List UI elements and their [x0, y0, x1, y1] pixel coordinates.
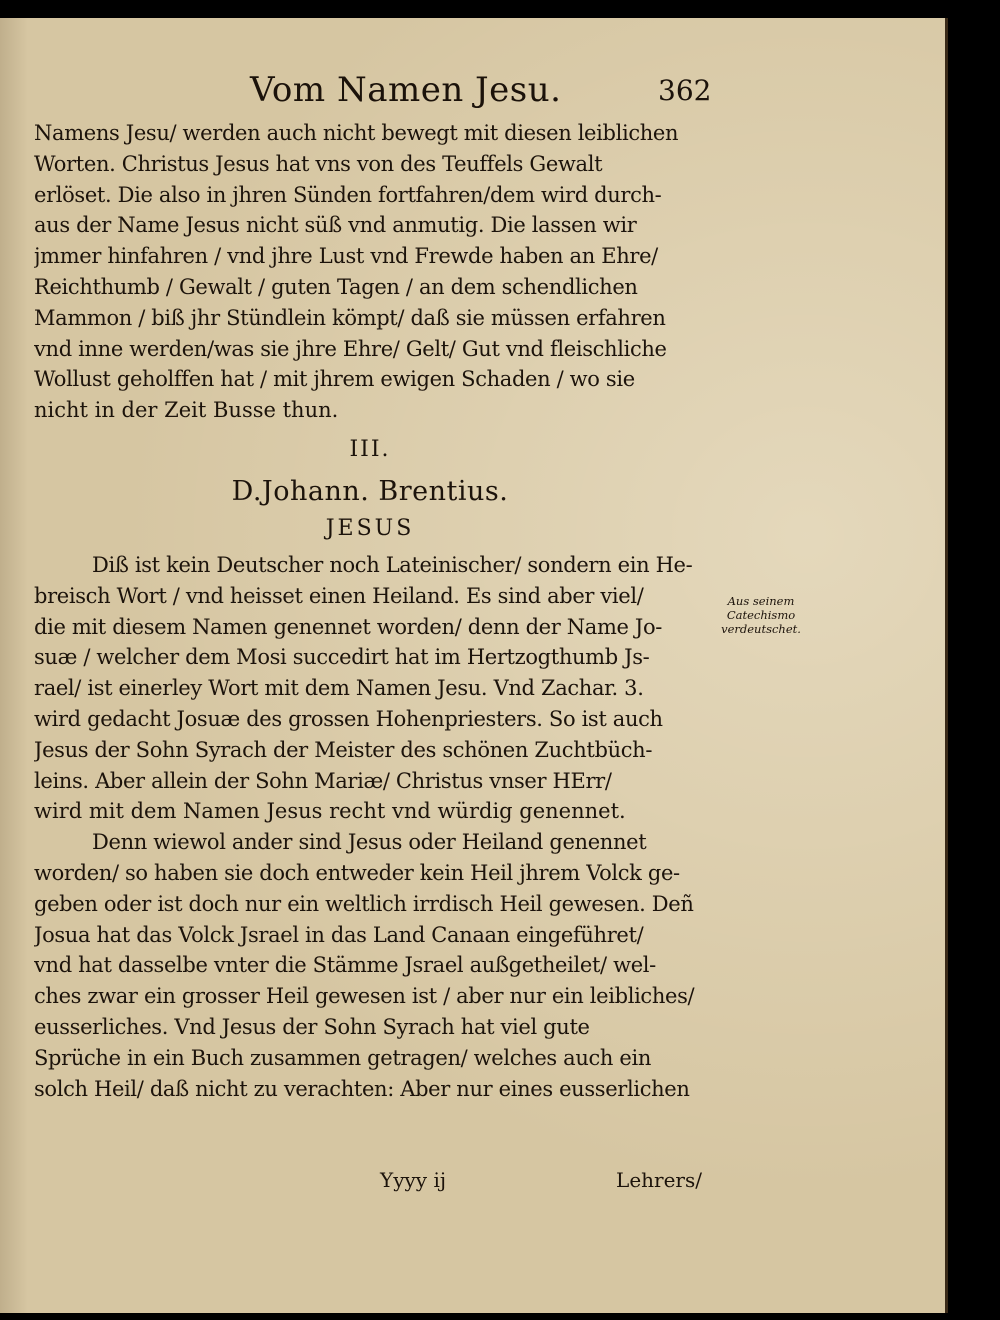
- catchword: Lehrers/: [616, 1168, 702, 1192]
- text-line: rael/ ist einerley Wort mit dem Namen Jesu. Vnd Zachar. 3.: [34, 676, 644, 701]
- text-line: ches zwar ein grosser Heil gewesen ist / aber nur ein leibliches/: [34, 984, 695, 1009]
- text-line: vnd inne werden/was sie jhre Ehre/ Gelt/ Gut vnd fleischliche: [34, 336, 667, 361]
- text-line: worden/ so haben sie doch entweder kein Heil jhrem Volck ge-: [34, 860, 680, 885]
- running-title: Vom Namen Jesu.: [250, 70, 562, 110]
- text-line: Reichthumb / Gewalt / guten Tagen / an dem schendlichen: [34, 274, 638, 299]
- margin-note-line: verdeutschet.: [721, 622, 801, 636]
- text-line: nicht in der Zeit Busse thun.: [34, 398, 339, 423]
- text-line: Mammon / biß jhr Stündlein kömpt/ daß sie müssen erfahren: [34, 305, 666, 330]
- text-line: Namens Jesu/ werden auch nicht bewegt mit diesen leiblichen: [34, 121, 679, 145]
- text-line: erlöset. Die also in jhren Sünden fortfahren/dem wird durch-: [34, 182, 662, 207]
- text-line: Jesus der Sohn Syrach der Meister des schönen Zuchtbüch-: [34, 737, 653, 762]
- text-line: eusserliches. Vnd Jesus der Sohn Syrach hat viel gute: [34, 1014, 590, 1039]
- section-number: III.: [349, 436, 391, 462]
- text-line: Sprüche in ein Buch zusammen getragen/ welches auch ein: [34, 1045, 652, 1070]
- text-line: leins. Aber allein der Sohn Mariæ/ Christus vnser HErr/: [34, 768, 612, 793]
- text-line: Josua hat das Volck Jsrael in das Land Canaan eingeführet/: [34, 922, 644, 947]
- book-page: [0, 18, 948, 1313]
- margin-note-line: Aus seinem: [727, 594, 795, 608]
- text-line: geben oder ist doch nur ein weltlich irrdisch Heil gewesen. Deñ: [34, 891, 694, 916]
- paragraph-1: [34, 118, 706, 426]
- text-line: suæ / welcher dem Mosi succedirt hat im Hertzogthumb Js-: [34, 645, 650, 670]
- text-line: solch Heil/ daß nicht zu verachten: Aber nur eines eusserlichen: [34, 1076, 690, 1101]
- text-line: wird mit dem Namen Jesus recht vnd würdig genennet.: [34, 799, 626, 824]
- body-text: [34, 118, 706, 1104]
- section-author: D.Johann. Brentius.: [231, 475, 509, 507]
- text-line: die mit diesem Namen genennet worden/ denn der Name Jo-: [34, 614, 663, 639]
- text-line: Wollust geholffen hat / mit jhrem ewigen Schaden / wo sie: [34, 367, 635, 392]
- text-line: vnd hat dasselbe vnter die Stämme Jsrael außgetheilet/ wel-: [34, 953, 656, 978]
- signature-mark: Yyyy ij: [380, 1168, 447, 1192]
- text-line: Diß ist kein Deutscher noch Lateinischer/ sondern ein He-: [92, 552, 693, 577]
- text-line: Denn wiewol ander sind Jesus oder Heiland genennet: [92, 830, 647, 855]
- page-header: [40, 70, 720, 120]
- text-line: breisch Wort / vnd heisset einen Heiland. Es sind aber viel/: [34, 583, 644, 608]
- text-line: wird gedacht Josuæ des grossen Hohenpriesters. So ist auch: [34, 706, 663, 731]
- paragraph-3: [34, 827, 706, 1104]
- page-footer: [380, 1168, 710, 1200]
- text-line: Worten. Christus Jesus hat vns von des Teuffels Gewalt: [34, 151, 603, 176]
- margin-note: [706, 594, 816, 636]
- paragraph-2: [34, 550, 706, 827]
- page-edge: [945, 18, 948, 1313]
- section-keyword: JESUS: [325, 515, 415, 541]
- page-number: 362: [658, 74, 712, 107]
- text-line: jmmer hinfahren / vnd jhre Lust vnd Frewde haben an Ehre/: [34, 244, 658, 269]
- margin-note-line: Catechismo: [726, 608, 796, 622]
- text-line: aus der Name Jesus nicht süß vnd anmutig. Die lassen wir: [34, 213, 637, 238]
